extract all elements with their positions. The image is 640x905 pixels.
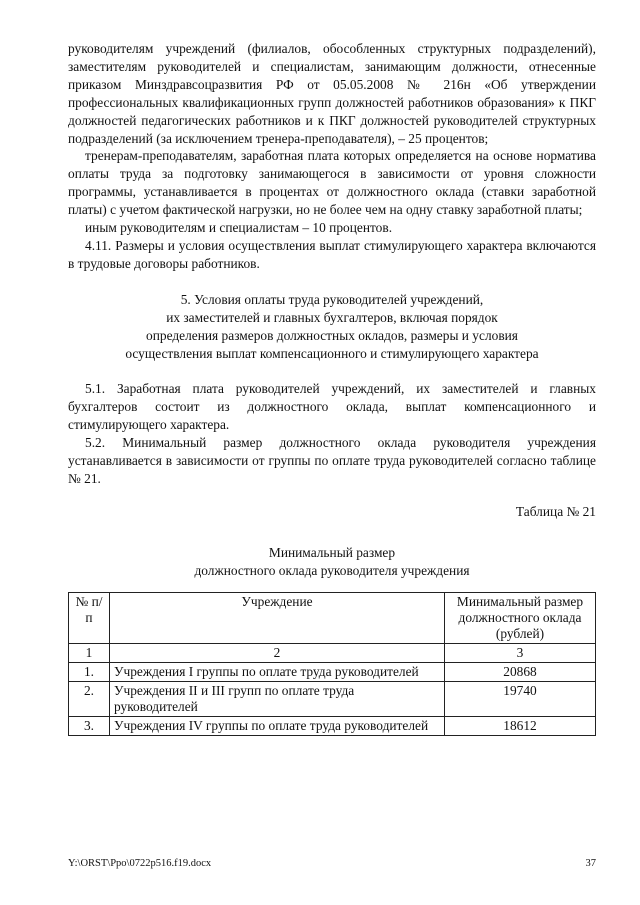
row-number: 1.: [69, 662, 110, 681]
column-number: 2: [110, 643, 445, 662]
table-numbering-row: [69, 643, 596, 662]
table-caption-line: Минимальный размер: [268, 544, 396, 560]
section-title-line: осуществления выплат компенсационного и стимулирующего характера: [125, 345, 539, 361]
row-value: 19740: [445, 681, 596, 716]
paragraph-4-11: 4.11. Размеры и условия осуществления выплат стимулирующего характера включаются в трудовые договоры работников.: [68, 237, 596, 271]
paragraph-trainers: тренерам-преподавателям, заработная плата которых определяется на основе норматива оплаты труда за подготовку занимающегося в зависимости от уровня сложности программы, устанавливается в процентах от должностного оклада (ставки заработной платы) с учетом фактической нагрузки, но не более чем на одну ставку заработной платы;: [68, 148, 596, 218]
table-row: [69, 681, 596, 716]
section-5-title: [68, 291, 596, 363]
table-row: [69, 662, 596, 681]
page-number: 37: [585, 858, 596, 869]
row-number: 2.: [69, 681, 110, 716]
paragraph-continued: руководителям учреждений (филиалов, обособленных структурных подразделений), заместителям руководителей и специалистам, занимающим должности, отнесенные приказом Минздравсоцразвития РФ от 05.05.2008 № 216н «Об утверждении профессиональных квалификационных групп должностей работников образования» к ПКГ должностей педагогических работников и к ПКГ должностей руководителей структурных подразделений (за исключением тренера-преподавателя), – 25 процентов;: [68, 41, 596, 146]
section-title-line: 5. Условия оплаты труда руководителей учреждений,: [180, 291, 484, 307]
row-number: 3.: [69, 716, 110, 735]
table-header-row: [69, 592, 596, 643]
row-value: 20868: [445, 662, 596, 681]
document-page: [68, 40, 596, 736]
header-number: № п/п: [69, 592, 110, 643]
paragraph-other-staff: иным руководителям и специалистам – 10 процентов.: [85, 220, 393, 236]
table-row: [69, 716, 596, 735]
table-caption: [68, 544, 596, 580]
row-institution: Учреждения II и III групп по оплате труда руководителей: [110, 681, 445, 716]
row-institution: Учреждения I группы по оплате труда руководителей: [110, 662, 445, 681]
salary-table: [68, 592, 596, 736]
header-institution: Учреждение: [110, 592, 445, 643]
header-min-salary: Минимальный размер должностного оклада (рублей): [445, 592, 596, 643]
table-label: Таблица № 21: [515, 503, 596, 519]
section-title-line: их заместителей и главных бухгалтеров, включая порядок: [166, 309, 498, 325]
row-institution: Учреждения IV группы по оплате труда руководителей: [110, 716, 445, 735]
column-number: 3: [445, 643, 596, 662]
column-number: 1: [69, 643, 110, 662]
page-footer: [68, 858, 596, 869]
table-caption-line: должностного оклада руководителя учреждения: [194, 562, 470, 578]
paragraph-5-2: 5.2. Минимальный размер должностного оклада руководителя учреждения устанавливается в зависимости от группы по оплате труда руководителей согласно таблице № 21.: [68, 435, 596, 486]
paragraph-5-1: 5.1. Заработная плата руководителей учреждений, их заместителей и главных бухгалтеров состоит из должностного оклада, выплат компенсационного и стимулирующего характера.: [68, 381, 596, 433]
row-value: 18612: [445, 716, 596, 735]
footer-file-path: Y:\ORST\Ppo\0722p516.f19.docx: [68, 858, 212, 869]
section-title-line: определения размеров должностных окладов, размеры и условия: [146, 327, 518, 343]
